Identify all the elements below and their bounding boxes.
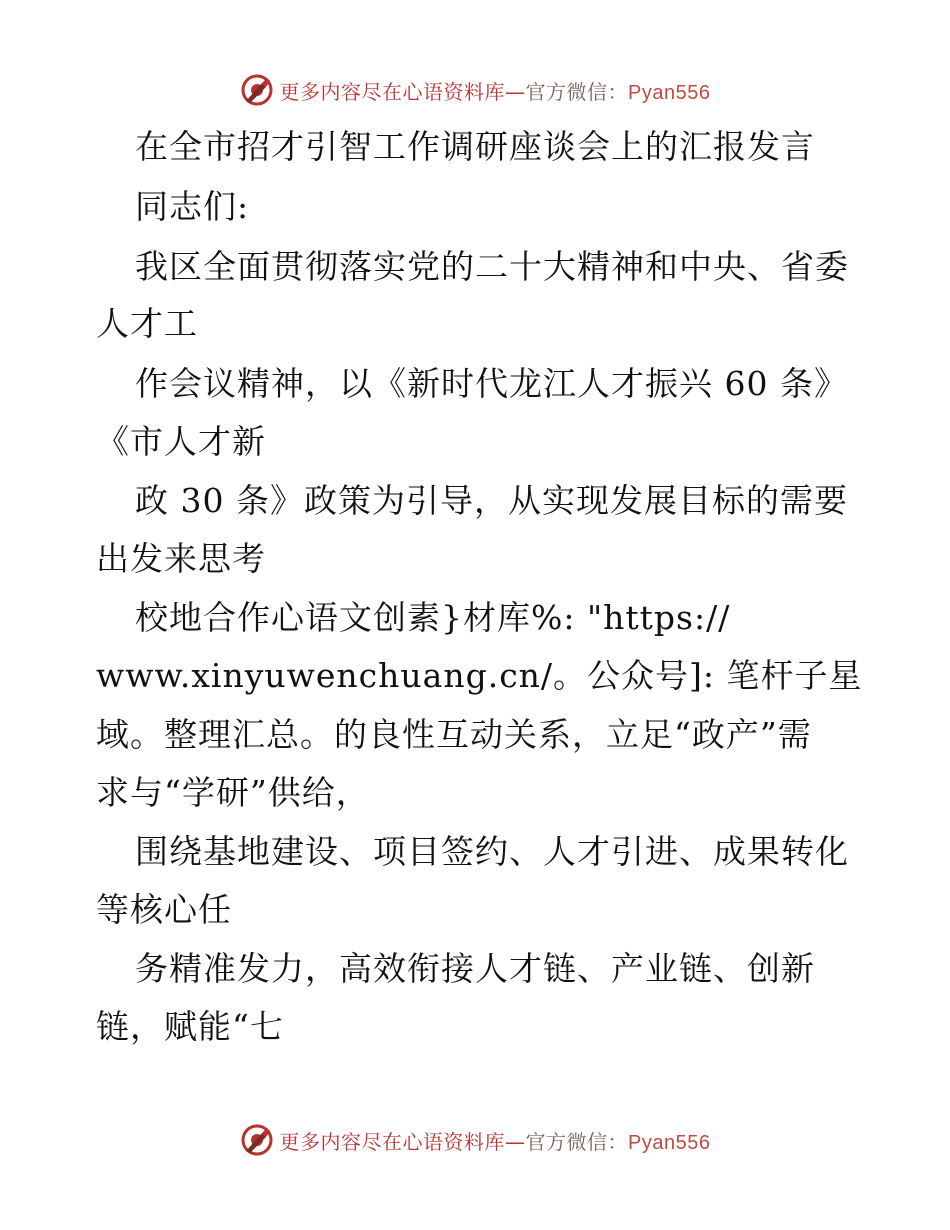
watermark-text (280, 1126, 711, 1155)
body-line: 校地合作心语文创素}材库%: "https:// (135, 598, 731, 637)
body-line: 《市人才新 (96, 422, 266, 461)
pen-circle-logo-icon (240, 73, 274, 107)
watermark-id: Pyan556 (628, 1131, 711, 1154)
body-line: 域。整理汇总。的良性互动关系，立足“政产”需 (96, 715, 812, 754)
watermark-text (280, 76, 711, 105)
watermark-separator: — (505, 79, 526, 104)
salutation: 同志们: (135, 187, 250, 226)
body-line: 链，赋能“七 (96, 1007, 284, 1046)
body-line: 出发来思考 (96, 539, 266, 578)
watermark-label: 官方微信： (525, 79, 629, 104)
header-watermark (0, 70, 950, 110)
watermark-main: 更多内容尽在心语资料库 (279, 79, 506, 104)
pen-circle-logo-icon (240, 1123, 274, 1157)
watermark-id: Pyan556 (628, 81, 711, 104)
body-line: 作会议精神，以《新时代龙江人才振兴 60 条》 (135, 364, 848, 403)
body-line: 人才工 (96, 304, 198, 343)
watermark-separator: — (505, 1129, 526, 1154)
watermark-label: 官方微信： (525, 1129, 629, 1154)
document-title: 在全市招才引智工作调研座谈会上的汇报发言 (135, 127, 815, 166)
body-line: www.xinyuwenchuang.cn/。公众号]: 笔杆子星 (96, 656, 863, 695)
body-line: 等核心任 (96, 890, 232, 929)
watermark-main: 更多内容尽在心语资料库 (279, 1129, 506, 1154)
body-line: 政 30 条》政策为引导，从实现发展目标的需要 (135, 481, 848, 520)
body-line: 围绕基地建设、项目签约、人才引进、成果转化 (135, 832, 849, 871)
body-line: 务精准发力，高效衔接人才链、产业链、创新 (135, 949, 815, 988)
footer-watermark (0, 1120, 950, 1160)
body-line: 我区全面贯彻落实党的二十大精神和中央、省委 (135, 247, 849, 286)
body-line: 求与“学研”供给， (96, 773, 370, 812)
